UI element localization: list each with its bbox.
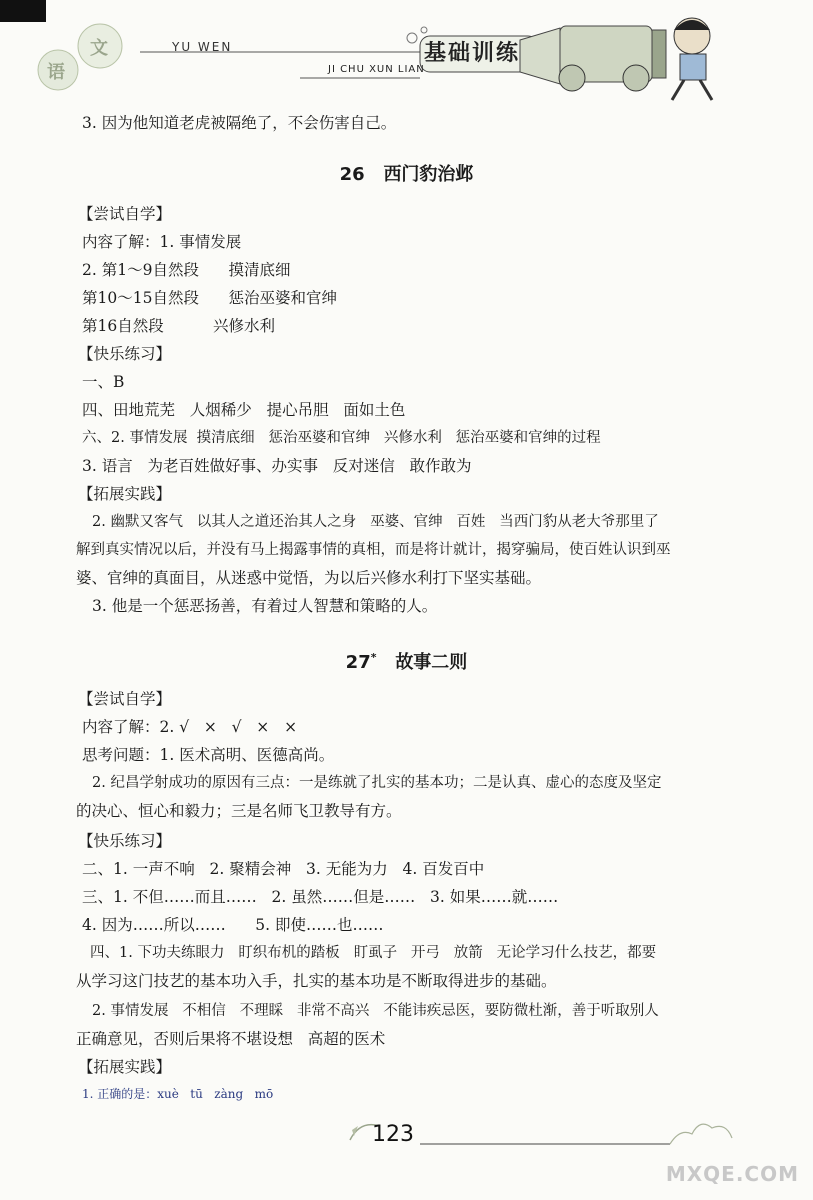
badge-char-1: 语 bbox=[47, 62, 65, 83]
l27-line-11: 2. 事情发展 不相信 不理睬 非常不高兴 不能讳疾忌医，要防微杜渐，善于听取别人 bbox=[92, 1003, 659, 1019]
l27-line-3: 2. 纪昌学射成功的原因有三点：一是练就了扎实的基本功；二是认真、虚心的态度及坚定 bbox=[92, 775, 662, 791]
l26-line-1: 内容了解：1. 事情发展 bbox=[82, 233, 242, 251]
l27-line-8: 4. 因为……所以…… 5. 即使……也…… bbox=[82, 916, 384, 934]
l26-line-12: 解到真实情况以后，并没有马上揭露事情的真相，而是将计就计，揭穿骗局，使百姓认识到巫 bbox=[76, 542, 671, 558]
l26-line-6: 一、B bbox=[82, 373, 125, 391]
lesson26-title-text: 西门豹治邺 bbox=[383, 164, 474, 185]
l26-line-13: 婆、官绅的真面目，从迷惑中觉悟，为以后兴修水利打下坚实基础。 bbox=[76, 569, 542, 587]
lesson27-star: * bbox=[370, 651, 377, 664]
l26-line-2: 2. 第1～9自然段 摸清底细 bbox=[82, 261, 291, 279]
l26-line-11: 2. 幽默又客气 以其人之道还治其人之身 巫婆、官绅 百姓 当西门豹从老大爷那里了 bbox=[92, 514, 659, 530]
l26-line-9: 3. 语言 为老百姓做好事、办实事 反对迷信 敢作敢为 bbox=[82, 457, 472, 475]
l26-line-7: 四、田地荒芜 人烟稀少 提心吊胆 面如土色 bbox=[82, 401, 406, 419]
badge-char-2: 文 bbox=[90, 38, 108, 59]
l27-line-5: 【快乐练习】 bbox=[78, 832, 172, 850]
l27-line-4: 的决心、恒心和毅力；三是名师飞卫教导有方。 bbox=[76, 802, 402, 820]
jichu-title: 基础训练 bbox=[424, 40, 521, 66]
l26-line-0: 【尝试自学】 bbox=[78, 205, 172, 223]
top-line: 3. 因为他知道老虎被隔绝了，不会伤害自己。 bbox=[82, 114, 397, 132]
page-number: 123 bbox=[372, 1122, 414, 1147]
lesson27-title-text: 故事二则 bbox=[395, 652, 468, 673]
lesson26-title bbox=[0, 160, 813, 186]
l27-line-2: 思考问题：1. 医术高明、医德高尚。 bbox=[82, 746, 335, 764]
l26-line-4: 第16自然段 兴修水利 bbox=[82, 317, 275, 335]
lesson27-title bbox=[0, 648, 813, 674]
l27-line-6: 二、1. 一声不响 2. 聚精会神 3. 无能为力 4. 百发百中 bbox=[82, 860, 485, 878]
lesson27-number: 27 bbox=[345, 652, 371, 673]
yuwen-pinyin: YU WEN bbox=[172, 40, 233, 54]
l27-line-7: 三、1. 不但……而且…… 2. 虽然……但是…… 3. 如果……就…… bbox=[82, 888, 559, 906]
l27-line-13: 【拓展实践】 bbox=[78, 1058, 172, 1076]
l27-line-12: 正确意见，否则后果将不堪设想 高超的医术 bbox=[76, 1030, 386, 1048]
l26-line-3: 第10～15自然段 惩治巫婆和官绅 bbox=[82, 289, 338, 307]
jichu-pinyin: JI CHU XUN LIAN bbox=[328, 64, 425, 75]
header-decoration bbox=[0, 0, 813, 110]
l26-line-5: 【快乐练习】 bbox=[78, 345, 172, 363]
lesson26-number: 26 bbox=[339, 164, 365, 185]
corner-mark bbox=[0, 0, 46, 22]
l26-line-14: 3. 他是一个惩恶扬善，有着过人智慧和策略的人。 bbox=[92, 597, 438, 615]
watermark: MXQE.COM bbox=[665, 1162, 799, 1186]
l27-line-0: 【尝试自学】 bbox=[78, 690, 172, 708]
l27-line-1: 内容了解：2. √ × √ × × bbox=[82, 718, 298, 736]
l26-line-10: 【拓展实践】 bbox=[78, 485, 172, 503]
l27-line-10: 从学习这门技艺的基本功入手，扎实的基本功是不断取得进步的基础。 bbox=[76, 972, 557, 990]
l26-line-8: 六、2. 事情发展 摸清底细 惩治巫婆和官绅 兴修水利 惩治巫婆和官绅的过程 bbox=[82, 430, 601, 446]
l27-line-14: 1. 正确的是：xuè tū zàng mō bbox=[82, 1087, 274, 1101]
l27-line-9: 四、1. 下功夫练眼力 盯织布机的踏板 盯虱子 开弓 放箭 无论学习什么技艺，都要 bbox=[90, 945, 657, 961]
